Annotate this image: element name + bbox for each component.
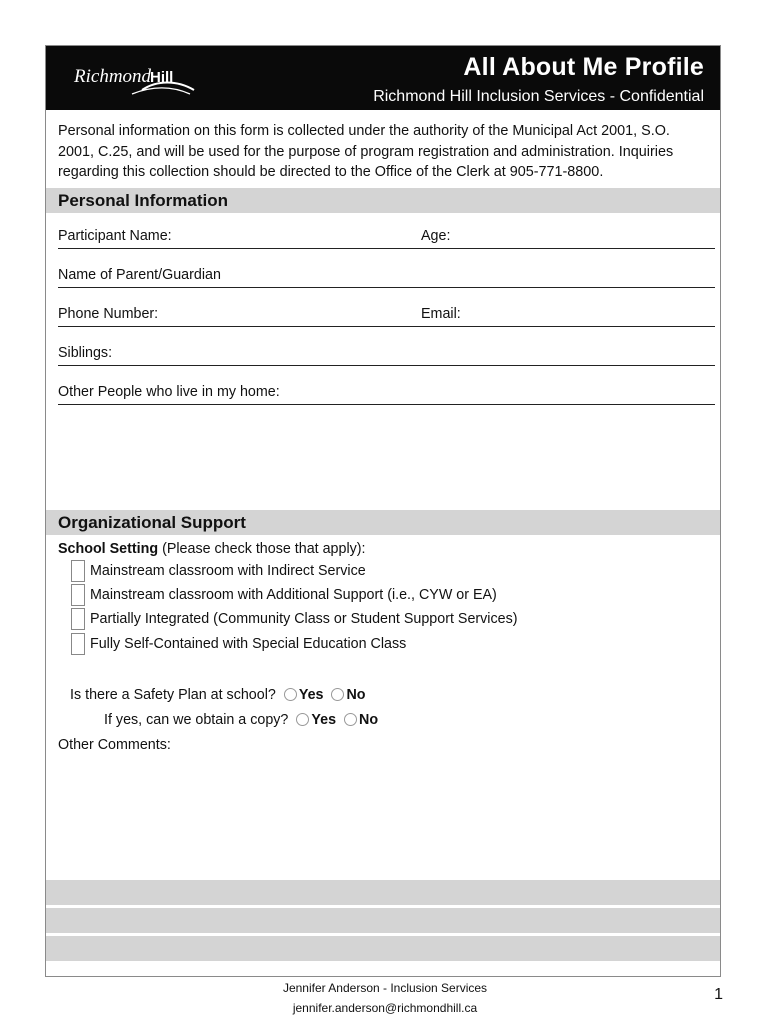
age-label: Age: [421,228,451,244]
form-page: Richmond Hill All About Me Profile Richmond Hill Inclusion Services - Confidential Personal information on this form is collected under the authority of the Municipal Act 2001, S.O. 2001, C.25, and will be used for the purpose of program registration and administration. Inquiries regarding this collection should be directed to the Office of the Clerk at 905-771-8800. Personal Information Participant Name: Age: Name of Parent/Guardian Phone Number: Email: Siblings: Other People who live in my home: Organizational Support School Setting (Please check those that apply): Mainstream classroom with Indirect Service Mainstream classroom with Additional Support (i.e., CYW or EA) Partially Integrated (Community Class or Student Support Services) Fully Self-Contained with Special Education Class Is there a Safety Plan at school? Yes No If yes, can we obtain a copy? Yes No Other Comments: [45,45,721,977]
form-title: All About Me Profile [463,53,704,81]
household-members-label: Other People who live in my home: [58,384,280,400]
siblings-label: Siblings: [58,345,113,361]
section-title: Personal Information [58,191,229,210]
checkbox[interactable] [71,560,85,582]
phone-label: Phone Number: [58,306,159,322]
checkbox[interactable] [71,633,85,655]
parent-guardian-field[interactable] [58,265,715,288]
form-subtitle: Richmond Hill Inclusion Services - Confidential [373,88,704,105]
participant-name-field[interactable] [58,226,715,249]
participant-name-label: Participant Name: [58,228,172,244]
safety-plan-question: Is there a Safety Plan at school? Yes No [70,687,366,703]
email-label: Email: [421,306,461,322]
page-number: 1 [714,986,723,1003]
checkbox[interactable] [71,584,85,606]
copy-yes-radio[interactable] [296,713,309,726]
other-comments-label: Other Comments: [58,737,171,753]
svg-text:Richmond: Richmond [74,66,152,87]
safety-plan-yes-radio[interactable] [284,688,297,701]
footer-contact-email: jennifer.anderson@richmondhill.ca [292,1001,478,1015]
phone-email-field[interactable] [58,304,715,327]
siblings-field[interactable] [58,343,715,366]
richmond-hill-logo [72,56,202,100]
copy-question: If yes, can we obtain a copy? Yes No [104,712,379,728]
privacy-notice: Personal information on this form is collected under the authority of the Municipal Act 2001, S.O. 2001, C.25, and will be used for the purpose of program registration and administration. Inquiries regarding this collection should be directed to the Office of the Clerk at 905-771-8800. [58,123,674,180]
safety-plan-no-radio[interactable] [331,688,344,701]
footer-contact-name: Jennifer Anderson - Inclusion Services [282,981,488,995]
form-header [46,46,720,110]
page-footer [0,978,770,1018]
svg-text:Hill: Hill [150,69,174,86]
organizational-support-section [46,510,720,535]
school-setting-label: School Setting (Please check those that apply): [58,541,366,557]
section-title: Organizational Support [58,513,246,532]
comments-line-1[interactable] [46,880,720,905]
household-members-field[interactable] [58,382,715,405]
personal-info-section [46,188,720,213]
checkbox[interactable] [71,608,85,630]
copy-no-radio[interactable] [344,713,357,726]
comments-line-2[interactable] [46,908,720,933]
parent-guardian-label: Name of Parent/Guardian [58,267,221,283]
comments-line-3[interactable] [46,936,720,961]
